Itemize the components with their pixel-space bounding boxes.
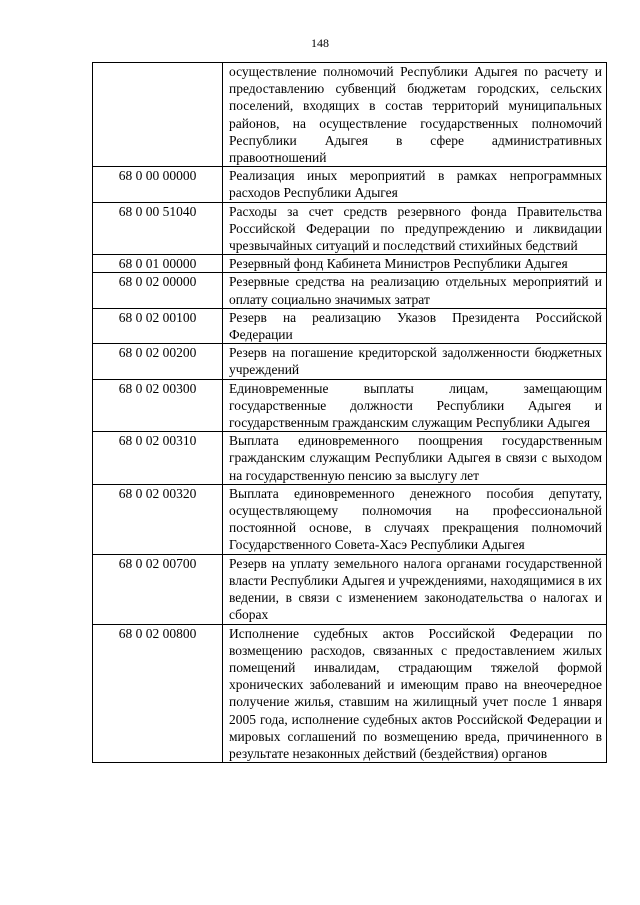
- row-code: [93, 63, 223, 167]
- row-description: Исполнение судебных актов Российской Федерации по возмещению расходов, связанных с предоставлением жилых помещений инвалидам, страдающим тяжелой формой хронических заболеваний и имеющим право на внеочередное получение жилья, ставшим на жилищный учет после 1 января 2005 года, исполнение судебных актов Российской Федерации и мировых соглашений по возмещению вреда, причиненного в результате незаконных действий (бездействия) органов: [223, 624, 607, 763]
- table-row: [93, 344, 607, 379]
- page-number: 148: [311, 36, 329, 50]
- row-description: Единовременные выплаты лицам, замещающим государственные должности Республики Адыгея и государственным гражданским служащим Республики Адыгея: [223, 379, 607, 432]
- row-code: 68 0 00 51040: [93, 202, 223, 255]
- row-code: 68 0 00 00000: [93, 167, 223, 202]
- row-description: Резервный фонд Кабинета Министров Республики Адыгея: [223, 255, 607, 273]
- budget-classification-table: [92, 62, 607, 763]
- table-row: [93, 624, 607, 763]
- table-row: [93, 484, 607, 554]
- row-description: Выплата единовременного поощрения государственным гражданским служащим Республики Адыгея в связи с выходом на государственную пенсию за выслугу лет: [223, 432, 607, 485]
- row-description: Резерв на уплату земельного налога органами государственной власти Республики Адыгея и учреждениями, находящимися в их ведении, в связи с изменением законодательства о налогах и сборах: [223, 554, 607, 624]
- row-code: 68 0 01 00000: [93, 255, 223, 273]
- row-code: 68 0 02 00320: [93, 484, 223, 554]
- row-description: Расходы за счет средств резервного фонда Правительства Российской Федерации по предупреждению и ликвидации чрезвычайных ситуаций и последствий стихийных бедствий: [223, 202, 607, 255]
- row-code: 68 0 02 00200: [93, 344, 223, 379]
- table-row: [93, 255, 607, 273]
- table-row: [93, 273, 607, 308]
- row-description: осуществление полномочий Республики Адыгея по расчету и предоставлению субвенций бюджетам городских, сельских поселений, входящих в состав территорий муниципальных районов, на осуществление государственных полномочий Республики Адыгея в сфере административных правоотношений: [223, 63, 607, 167]
- row-description: Реализация иных мероприятий в рамках непрограммных расходов Республики Адыгея: [223, 167, 607, 202]
- row-code: 68 0 02 00310: [93, 432, 223, 485]
- row-code: 68 0 02 00000: [93, 273, 223, 308]
- row-code: 68 0 02 00100: [93, 308, 223, 343]
- row-description: Резерв на погашение кредиторской задолженности бюджетных учреждений: [223, 344, 607, 379]
- row-code: 68 0 02 00700: [93, 554, 223, 624]
- table-row: [93, 167, 607, 202]
- table-row: [93, 202, 607, 255]
- row-description: Резервные средства на реализацию отдельных мероприятий и оплату социально значимых затрат: [223, 273, 607, 308]
- table-row: [93, 63, 607, 167]
- table-row: [93, 432, 607, 485]
- row-code: 68 0 02 00800: [93, 624, 223, 763]
- row-description: Выплата единовременного денежного пособия депутату, осуществляющему полномочия на профессиональной постоянной основе, в случаях прекращения полномочий Государственного Совета-Хасэ Республики Адыгея: [223, 484, 607, 554]
- table-row: [93, 308, 607, 343]
- row-code: 68 0 02 00300: [93, 379, 223, 432]
- table-row: [93, 554, 607, 624]
- row-description: Резерв на реализацию Указов Президента Российской Федерации: [223, 308, 607, 343]
- table-row: [93, 379, 607, 432]
